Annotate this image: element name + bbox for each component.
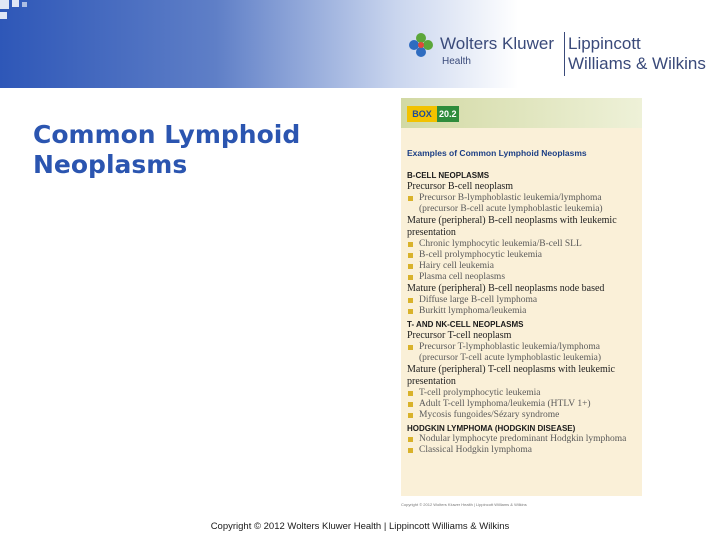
footer-copyright: Copyright © 2012 Wolters Kluwer Health | Lippincott Williams & Wilkins — [210, 521, 510, 532]
group-label: Precursor T-cell neoplasm — [407, 330, 512, 341]
list-item — [407, 434, 639, 445]
list-item-text: Adult T-cell lymphoma/leukemia (HTLV 1+) — [419, 399, 591, 409]
bullet-square-icon — [408, 264, 413, 269]
box-label — [407, 106, 459, 122]
group-label: Mature (peripheral) T-cell neoplasms with leukemic presentation — [407, 364, 615, 387]
list-item-text: Diffuse large B-cell lymphoma — [419, 295, 538, 305]
list-item — [407, 306, 639, 317]
list-item-text: Mycosis fungoides/Sézary syndrome — [419, 410, 560, 420]
bullet-square-icon — [408, 413, 413, 418]
box-tag: BOX — [407, 106, 437, 122]
publisher-line-2: Williams & Wilkins — [568, 54, 706, 73]
box-number: 20.2 — [439, 109, 457, 119]
logo-divider — [564, 32, 565, 76]
bullet-square-icon — [408, 309, 413, 314]
section-heading: T- AND NK-CELL NEOPLASMS — [407, 320, 524, 329]
list-item — [407, 388, 639, 399]
textbook-box-figure — [401, 98, 642, 496]
list-item-text: Classical Hodgkin lymphoma — [419, 445, 532, 455]
list-item-text: Hairy cell leukemia — [419, 261, 494, 271]
list-item — [407, 250, 639, 261]
list-item-text: Nodular lymphocyte predominant Hodgkin lymphoma — [419, 434, 627, 444]
list-item — [407, 272, 639, 283]
section-heading: HODGKIN LYMPHOMA (HODGKIN DISEASE) — [407, 424, 576, 433]
wolters-kluwer-logo-icon — [406, 30, 436, 60]
list-item-text: B-cell prolymphocytic leukemia — [419, 250, 542, 260]
bullet-square-icon — [408, 391, 413, 396]
slide-title: Common Lymphoid Neoplasms — [33, 120, 301, 179]
section-heading: B-CELL NEOPLASMS — [407, 171, 490, 180]
brand-name: Wolters Kluwer — [440, 34, 554, 53]
list-item-text: Chronic lymphocytic leukemia/B-cell SLL — [419, 239, 582, 249]
list-item — [407, 342, 639, 364]
decor-square — [22, 2, 27, 7]
list-item — [407, 239, 639, 250]
list-item — [407, 445, 639, 456]
bullet-square-icon — [408, 345, 413, 350]
bullet-square-icon — [408, 402, 413, 407]
list-item — [407, 399, 639, 410]
bullet-square-icon — [408, 298, 413, 303]
decor-square — [0, 12, 7, 19]
box-content — [407, 168, 639, 456]
group-label: Precursor B-cell neoplasm — [407, 181, 514, 192]
list-item — [407, 295, 639, 306]
decor-square — [0, 0, 9, 9]
group-label: Mature (peripheral) B-cell neoplasms with leukemic presentation — [407, 215, 617, 238]
publisher-logo — [406, 30, 720, 80]
box-credit: Copyright © 2012 Wolters Kluwer Health | Lippincott Williams & Wilkins — [401, 502, 527, 507]
list-item — [407, 410, 639, 421]
list-item-text: Precursor B-lymphoblastic leukemia/lymphoma (precursor B-cell acute lymphoblastic leukemia) — [419, 193, 603, 214]
box-title: Examples of Common Lymphoid Neoplasms — [407, 148, 587, 158]
bullet-square-icon — [408, 242, 413, 247]
bullet-square-icon — [408, 275, 413, 280]
bullet-square-icon — [408, 253, 413, 258]
list-item-text: Burkitt lymphoma/leukemia — [419, 306, 527, 316]
bullet-square-icon — [408, 196, 413, 201]
brand-division: Health — [442, 56, 471, 67]
box-header-band — [401, 98, 642, 128]
publisher-line-1: Lippincott — [568, 34, 641, 53]
list-item-text: Plasma cell neoplasms — [419, 272, 506, 282]
list-item — [407, 193, 639, 215]
list-item-text: T-cell prolymphocytic leukemia — [419, 388, 541, 398]
list-item — [407, 261, 639, 272]
bullet-square-icon — [408, 437, 413, 442]
decor-square — [12, 0, 19, 7]
group-label: Mature (peripheral) B-cell neoplasms node based — [407, 283, 605, 294]
bullet-square-icon — [408, 448, 413, 453]
list-item-text: Precursor T-lymphoblastic leukemia/lymphoma (precursor T-cell acute lymphoblastic leukemia) — [419, 342, 602, 363]
